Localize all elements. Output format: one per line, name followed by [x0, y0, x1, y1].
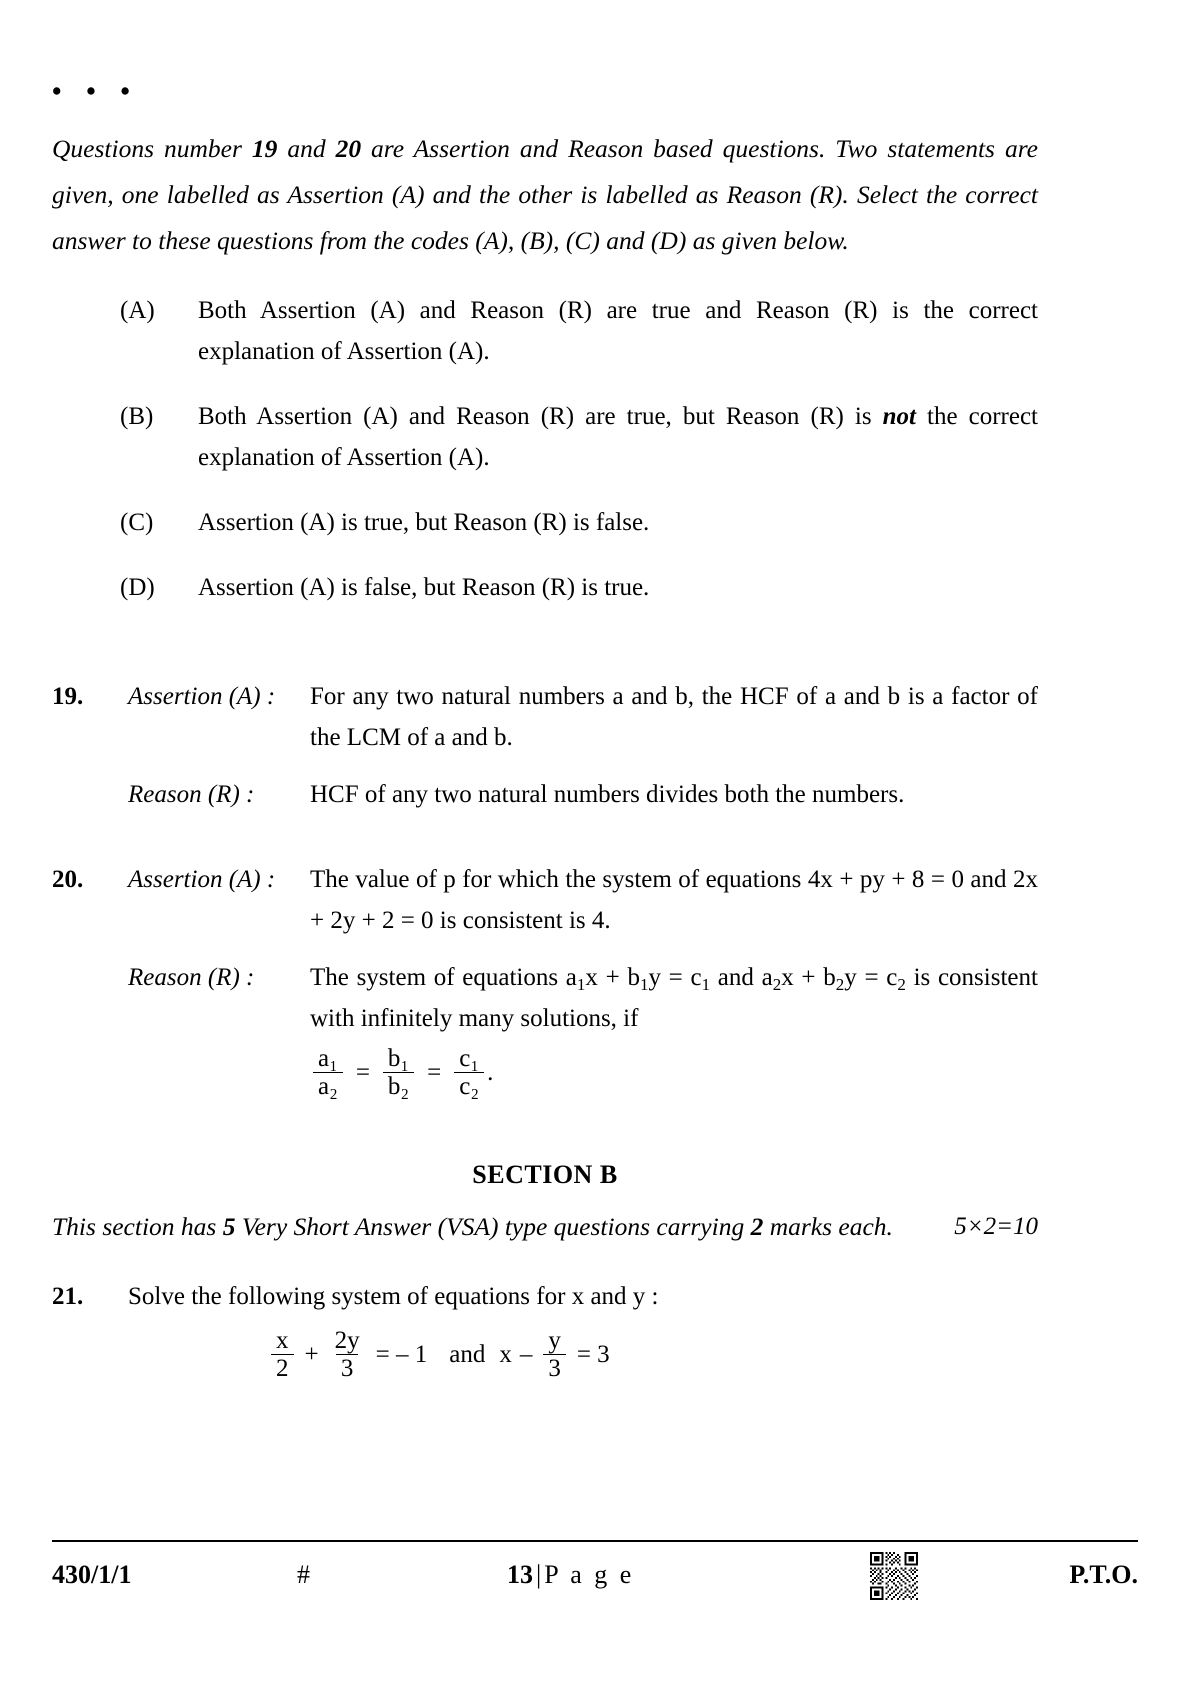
fraction-c1-c2 — [454, 1045, 484, 1100]
equals-sign-1: = — [355, 1058, 370, 1086]
fraction-y-3 — [543, 1327, 566, 1382]
section-desc-d: marks each. — [763, 1212, 893, 1241]
equals-sign-2: = — [427, 1058, 442, 1086]
plus-sign: + — [304, 1340, 319, 1368]
fraction-2y-3 — [330, 1327, 365, 1382]
hash-marker: # — [297, 1560, 310, 1589]
question-19-reason-label: Reason (R) : — [128, 781, 255, 808]
instr-q19-number: 19 — [251, 134, 278, 163]
option-b-text-before: Both Assertion (A) and Reason (R) are true, but Reason (R) is — [198, 403, 883, 430]
question-21 — [52, 1276, 1038, 1382]
question-20-assertion-text: The value of p for which the system of equations 4x + py + 8 = 0 and 2x + 2y + 2 = 0 is consistent is 4. — [310, 866, 1038, 934]
section-b-total-marks: 5×2=10 — [954, 1213, 1038, 1240]
pto-label: P.T.O. — [1069, 1560, 1138, 1589]
reason-seg-2: x + b — [585, 964, 640, 991]
question-20-ratio-equation — [310, 1045, 1038, 1100]
question-19-assertion-label: Assertion (A) : — [128, 683, 276, 710]
fraction-x-denominator: 2 — [271, 1354, 294, 1382]
question-19-number: 19. — [52, 683, 84, 710]
option-a-label: (A) — [120, 297, 155, 324]
reason-sub-c2: 2 — [897, 974, 906, 994]
fraction-b1-numerator: b₁ — [387, 1045, 410, 1072]
reason-seg-7: is consistent with infinitely many solutions, if — [310, 964, 1038, 1032]
question-20-reason — [128, 957, 1038, 1100]
variable-x: x — [499, 1340, 512, 1368]
fraction-y-denominator: 3 — [543, 1354, 566, 1382]
answer-codes-list — [120, 290, 1038, 608]
option-a — [120, 290, 1038, 372]
fraction-c1-numerator: c₁ — [459, 1045, 480, 1072]
page-footer — [52, 1552, 1138, 1612]
fraction-a1-a2 — [313, 1045, 343, 1100]
option-b-text — [198, 396, 1038, 478]
minus-sign: – — [519, 1340, 533, 1368]
option-a-text-main: Both Assertion (A) and Reason (R) are true and Reason (R) is the correct explanation of Assertion (A). — [198, 297, 1038, 365]
reason-sub-a1: 1 — [576, 974, 586, 994]
continuation-ellipsis: • • • — [52, 76, 139, 106]
fraction-b1-denominator: b₂ — [383, 1072, 414, 1100]
option-c-label: (C) — [120, 509, 154, 536]
reason-sub-a2: 2 — [772, 974, 782, 994]
question-20-reason-body — [310, 957, 1038, 1100]
page-word: P a g e — [544, 1560, 635, 1589]
question-20 — [52, 859, 1038, 1114]
instr-part-d: are Assertion and Reason based questions. Two statements are given, one labelled as Assertion (A) and the other is labelled as Reason (R). Select the correct answer to these questions from the codes (A), (B), (C) and (D) as given below. — [52, 134, 1038, 255]
reason-sub-b2: 2 — [835, 974, 845, 994]
question-21-equations — [268, 1327, 1038, 1382]
question-20-reason-text — [310, 957, 1038, 1039]
conjunction-and: and — [449, 1340, 486, 1368]
fraction-c1-denominator: c₂ — [454, 1072, 484, 1100]
option-a-text — [198, 290, 1038, 372]
section-b-description — [52, 1204, 1038, 1250]
question-20-body — [128, 859, 1038, 1114]
option-d-label: (D) — [120, 574, 155, 601]
option-b-text-after: the correct explanation of Assertion (A). — [198, 403, 1039, 471]
fraction-x-2 — [271, 1327, 294, 1382]
fraction-a1-numerator: a₁ — [318, 1045, 338, 1072]
question-20-assertion — [128, 859, 1038, 941]
question-19-reason-text: HCF of any two natural numbers divides both the numbers. — [310, 781, 905, 808]
option-d-text-main: Assertion (A) is false, but Reason (R) is true. — [198, 574, 650, 601]
assertion-reason-instructions — [52, 126, 1038, 264]
fraction-a1-denominator: a₂ — [313, 1072, 343, 1100]
question-19-assertion — [128, 676, 1038, 758]
fraction-y-numerator: y — [548, 1327, 561, 1354]
option-b — [120, 396, 1038, 478]
fraction-x-numerator: x — [276, 1327, 289, 1354]
period-mark: . — [487, 1058, 494, 1086]
reason-seg-3: y = c — [648, 964, 702, 991]
question-19-body — [128, 676, 1038, 829]
reason-seg-5: x + b — [781, 964, 836, 991]
option-b-emphasis: not — [882, 403, 916, 430]
fraction-2y-denominator: 3 — [336, 1354, 359, 1382]
section-desc-a: This section has — [52, 1212, 223, 1241]
question-20-assertion-label: Assertion (A) : — [128, 866, 276, 893]
page-number: 13 — [507, 1560, 533, 1589]
section-question-count: 5 — [222, 1212, 236, 1241]
question-21-number: 21. — [52, 1283, 84, 1310]
paper-code: 430/1/1 — [52, 1560, 132, 1589]
footer-divider — [52, 1540, 1138, 1542]
question-19-reason — [128, 774, 1038, 815]
reason-sub-b1: 1 — [639, 974, 649, 994]
section-desc-c: Very Short Answer (VSA) type questions carrying — [235, 1212, 751, 1241]
qr-code-svg — [870, 1552, 918, 1600]
equation-1-result: = – 1 — [375, 1340, 428, 1368]
equation-2-result: = 3 — [576, 1340, 610, 1368]
instr-part-a: Questions number — [52, 134, 252, 163]
question-20-reason-label: Reason (R) : — [128, 964, 255, 991]
instr-part-c: and — [277, 134, 336, 163]
option-b-label: (B) — [120, 403, 154, 430]
reason-seg-1: The system of equations a — [310, 964, 577, 991]
qr-code-icon — [870, 1552, 918, 1600]
section-b-heading: SECTION B — [472, 1160, 618, 1189]
question-20-number: 20. — [52, 866, 84, 893]
option-d-text — [198, 567, 1038, 608]
question-21-text: Solve the following system of equations for x and y : — [128, 1283, 659, 1310]
fraction-b1-b2 — [383, 1045, 414, 1100]
fraction-2y-numerator: 2y — [334, 1327, 360, 1354]
question-19 — [52, 676, 1038, 829]
reason-seg-4: and a — [710, 964, 773, 991]
page-content — [52, 0, 1038, 1382]
question-21-body — [128, 1276, 1038, 1382]
reason-sub-c1: 1 — [701, 974, 711, 994]
question-19-assertion-text: For any two natural numbers a and b, the HCF of a and b is a factor of the LCM of a and b. — [310, 683, 1038, 751]
page-separator: | — [536, 1560, 542, 1589]
reason-seg-6: y = c — [844, 964, 898, 991]
option-c-text-main: Assertion (A) is true, but Reason (R) is false. — [198, 509, 650, 536]
section-marks-each: 2 — [750, 1212, 764, 1241]
page-indicator — [507, 1560, 634, 1590]
option-d — [120, 567, 1038, 608]
option-c — [120, 502, 1038, 543]
option-c-text — [198, 502, 1038, 543]
instr-q20-number: 20 — [335, 134, 362, 163]
